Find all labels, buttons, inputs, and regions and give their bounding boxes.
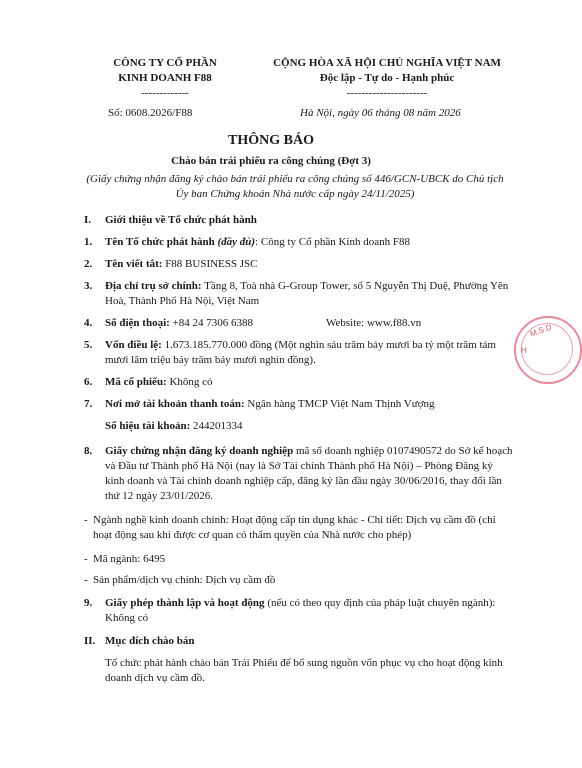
company-name-line2: KINH DOANH F88 (118, 72, 212, 84)
item-value: F88 BUSINESS JSC (162, 258, 258, 270)
bullet-dash: - (84, 553, 88, 565)
item-value: Tầng 8, Toà nhà G-Group Tower, số 5 Nguyễn Thị Duệ, Phường Yên (201, 280, 509, 292)
item-business-certificate-cont: và Đầu tư Thành phố Hà Nội (nay là Sở Tài chính Thành phố Hà Nội) – Phòng Đăng ký (105, 460, 493, 472)
item-label: Nơi mở tài khoản thanh toán: (105, 398, 245, 410)
item-label: Giấy chứng nhận đăng ký doanh nghiệp (105, 445, 294, 457)
item-operating-license (105, 596, 515, 610)
section-body-cont: doanh dịch vụ cầm đồ. (105, 672, 205, 684)
document-subtitle: Chào bán trái phiếu ra công chúng (Đợt 3) (171, 155, 371, 167)
item-number: 9. (84, 597, 93, 609)
item-number: 2. (84, 258, 93, 270)
item-number: 5. (84, 339, 93, 351)
item-address (105, 279, 515, 293)
item-number: 8. (84, 445, 93, 457)
item-number: 6. (84, 376, 93, 388)
item-value: Không có (166, 376, 213, 388)
section-title: Giới thiệu về Tổ chức phát hành (105, 214, 257, 226)
item-value: 1.673.185.770.000 đồng (Một nghìn sáu trăm bảy mươi ba tỷ một trăm tám (161, 339, 496, 351)
item-address-cont: Hoà, Thành Phố Hà Nội, Việt Nam (105, 295, 260, 307)
item-label: Tên viết tắt: (105, 258, 163, 270)
bullet-dash: - (84, 514, 88, 526)
certificate-note-line2: Ủy ban Chứng khoán Nhà nước cấp ngày 24/11/2025) (175, 188, 415, 200)
item-value: +84 24 7306 6388 (169, 317, 254, 329)
item-account-number (105, 419, 515, 433)
item-number: 4. (84, 317, 93, 329)
item-label-italic: (đầy đủ) (217, 236, 256, 248)
bullet-dash: - (84, 574, 88, 586)
bullet-business-line: Ngành nghề kinh doanh chính: Hoạt động cấp tín dụng khác - Chi tiết: Dịch vụ cầm đồ (chỉ (93, 514, 496, 526)
item-business-certificate (105, 444, 515, 458)
company-header (95, 56, 235, 101)
item-label: Tên Tổ chức phát hành (105, 236, 215, 248)
document-title: THÔNG BÁO (228, 133, 314, 148)
item-label: Số điện thoại: (105, 317, 170, 329)
company-seal-text: H (521, 346, 527, 355)
item-value: : Công ty Cổ phần Kinh doanh F88 (255, 236, 410, 248)
company-rule: ------------- (141, 87, 189, 99)
nation-motto: Độc lập - Tự do - Hạnh phúc (319, 72, 455, 84)
nation-rule: ---------------------- (346, 87, 428, 99)
company-seal-text: M.S.D (528, 322, 553, 339)
certificate-note-line1: (Giấy chứng nhận đăng ký chào bán trái phiếu ra công chúng số 446/GCN-UBCK do Chủ tịch (86, 173, 504, 185)
nation-header (252, 56, 522, 101)
item-issuer-name (105, 235, 515, 249)
item-number: 3. (84, 280, 93, 292)
section-title: Mục đích chào bán (105, 635, 195, 647)
item-number: 1. (84, 236, 93, 248)
item-bank (105, 397, 515, 411)
section-number: I. (84, 214, 92, 226)
section-body: Tổ chức phát hành chào bán Trái Phiếu để bổ sung nguồn vốn phục vụ cho hoạt động kinh (105, 657, 503, 669)
item-value: (nếu có theo quy định của pháp luật chuyên ngành): (264, 597, 496, 609)
item-business-certificate-cont: kinh doanh và Tài chính doanh nghiệp cấp, đăng ký lần đầu ngày 30/06/2016, thay đổi lần (105, 475, 502, 487)
item-label: Số hiệu tài khoản: (105, 420, 191, 432)
item-stock-code (105, 375, 515, 389)
item-charter-capital (105, 338, 515, 352)
item-value: Ngân hàng TMCP Việt Nam Thịnh Vượng (244, 398, 435, 410)
item-short-name (105, 257, 515, 271)
bullet-main-service: Sản phẩm/dịch vụ chính: Dịch vụ cầm đồ (93, 574, 276, 586)
item-label: Giấy phép thành lập và hoạt động (105, 597, 265, 609)
item-label: Địa chỉ trụ sở chính: (105, 280, 202, 292)
item-label: Vốn điều lệ: (105, 339, 162, 351)
bullet-business-line-cont: hoạt động sau khi được cơ quan có thẩm quyền của Nhà nước cho phép) (93, 529, 412, 541)
item-operating-license-cont: Không có (105, 612, 149, 624)
item-label: Mã cổ phiếu: (105, 376, 167, 388)
item-value: mã số doanh nghiệp 0107490572 do Sở kế hoạch (293, 445, 513, 457)
item-website: Website: www.f88.vn (326, 317, 422, 329)
item-value: 244201334 (190, 420, 243, 432)
document-number: Số: 0608.2026/F88 (108, 107, 193, 119)
company-name-line1: CÔNG TY CỔ PHẦN (113, 57, 217, 69)
company-seal (514, 316, 582, 384)
item-number: 7. (84, 398, 93, 410)
item-business-certificate-cont: thứ 12 ngày 23/01/2026. (105, 490, 214, 502)
bullet-industry-code: Mã ngành: 6495 (93, 553, 166, 565)
item-phone (105, 316, 515, 330)
document-date: Hà Nội, ngày 06 tháng 08 năm 2026 (300, 107, 461, 119)
item-charter-capital-cont: mươi lăm triệu bảy trăm bảy mươi nghìn đồng). (105, 354, 316, 366)
nation-name: CỘNG HÒA XÃ HỘI CHỦ NGHĨA VIỆT NAM (273, 57, 501, 69)
section-number: II. (84, 635, 96, 647)
